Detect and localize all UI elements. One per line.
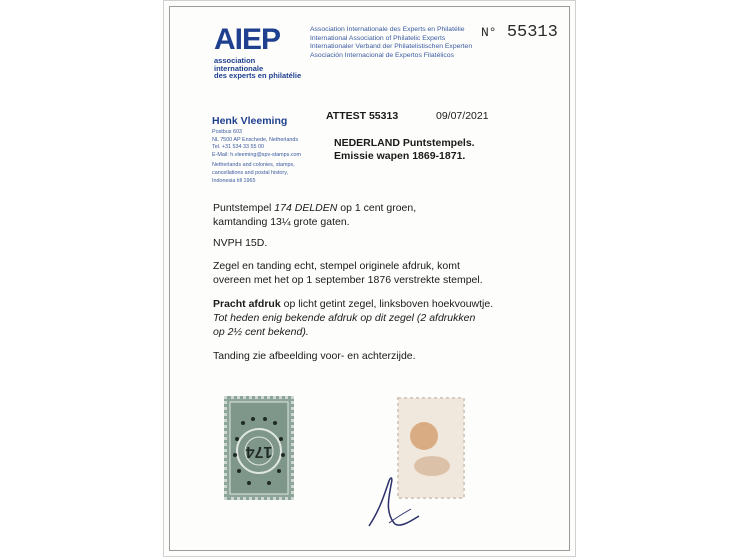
expert-name: Henk Vleeming: [212, 115, 288, 127]
text-bold: Pracht afdruk: [213, 298, 281, 310]
expert-line: E-Mail: h.vleeming@spv-stamps.com: [212, 151, 302, 158]
text: op licht getint zegel, linksboven hoekvouwtje.: [280, 298, 494, 310]
expert-line: cancellations and postal history,: [212, 169, 289, 176]
title-line: NEDERLAND Puntstempels.: [334, 137, 475, 149]
assoc-line: Asociación Internacional de Expertos Filatélicos: [310, 51, 454, 59]
assoc-line: Internationaler Verband der Philatelistischen Experten: [310, 43, 473, 51]
body-paragraph-1: [213, 202, 416, 215]
assoc-line: Association Internationale des Experts en Philatélie: [310, 26, 465, 33]
body-paragraph-4: [213, 298, 493, 311]
certificate-title: [334, 137, 475, 163]
stamp-front-art: [227, 399, 291, 497]
nvph-number: NVPH 15D.: [213, 237, 268, 249]
certificate-number: [481, 23, 558, 42]
body-paragraph-4-italic1: Tot heden enig bekende afdruk op dit zegel (2 afdrukken: [213, 312, 476, 324]
logo-letters: AIEP: [214, 23, 281, 56]
cancel-number: 174: [245, 443, 273, 460]
assoc-line: International Association of Philatelic Experts: [310, 34, 446, 42]
body-paragraph-4-italic2: op 2½ cent bekend).: [213, 326, 309, 338]
attest-header: [326, 110, 489, 122]
logo-sub-line: internationale: [214, 63, 264, 73]
body-paragraph-3-line2: overeen met het op 1 september 1876 verstrekte stempel.: [213, 274, 483, 286]
text: op 1 cent groen,: [337, 202, 417, 214]
logo-subtitle: [214, 57, 301, 80]
expert-line: Netherlands and colonies, stamps,: [212, 162, 295, 169]
aiep-logo: [214, 23, 301, 80]
expert-line: NL 7500 AP Enschede, Netherlands: [212, 136, 299, 143]
text: Puntstempel: [213, 202, 275, 214]
association-names: [310, 26, 472, 60]
expert-line: Indonesia till 1965: [212, 177, 256, 184]
signature-mark: [349, 471, 439, 531]
attest-label: ATTEST 55313: [326, 110, 399, 122]
number-value: 55313: [506, 23, 558, 42]
body-paragraph-3-line1: Zegel en tanding echt, stempel originele afdruk, komt: [213, 260, 460, 272]
text-italic: 174 DELDEN: [274, 202, 338, 214]
logo-sub-line: des experts en philatélie: [214, 71, 302, 80]
expert-block: [212, 115, 301, 185]
certificate: [163, 0, 576, 557]
body-paragraph-5: Tanding zie afbeelding voor- en achterzijde.: [213, 350, 416, 362]
number-prefix: N°: [481, 25, 497, 40]
expert-line: Postbus 603: [212, 129, 242, 135]
body-paragraph-1-line2: kamtanding 13¼ grote gaten.: [213, 216, 350, 228]
expert-line: Tel. +31 534 33 55 00: [212, 144, 265, 151]
title-line: Emissie wapen 1869-1871.: [334, 150, 466, 162]
logo-sub-line: association: [214, 56, 256, 65]
expert-details: [212, 129, 301, 185]
attest-date: 09/07/2021: [436, 110, 489, 122]
stamp-front-image: [224, 396, 294, 500]
